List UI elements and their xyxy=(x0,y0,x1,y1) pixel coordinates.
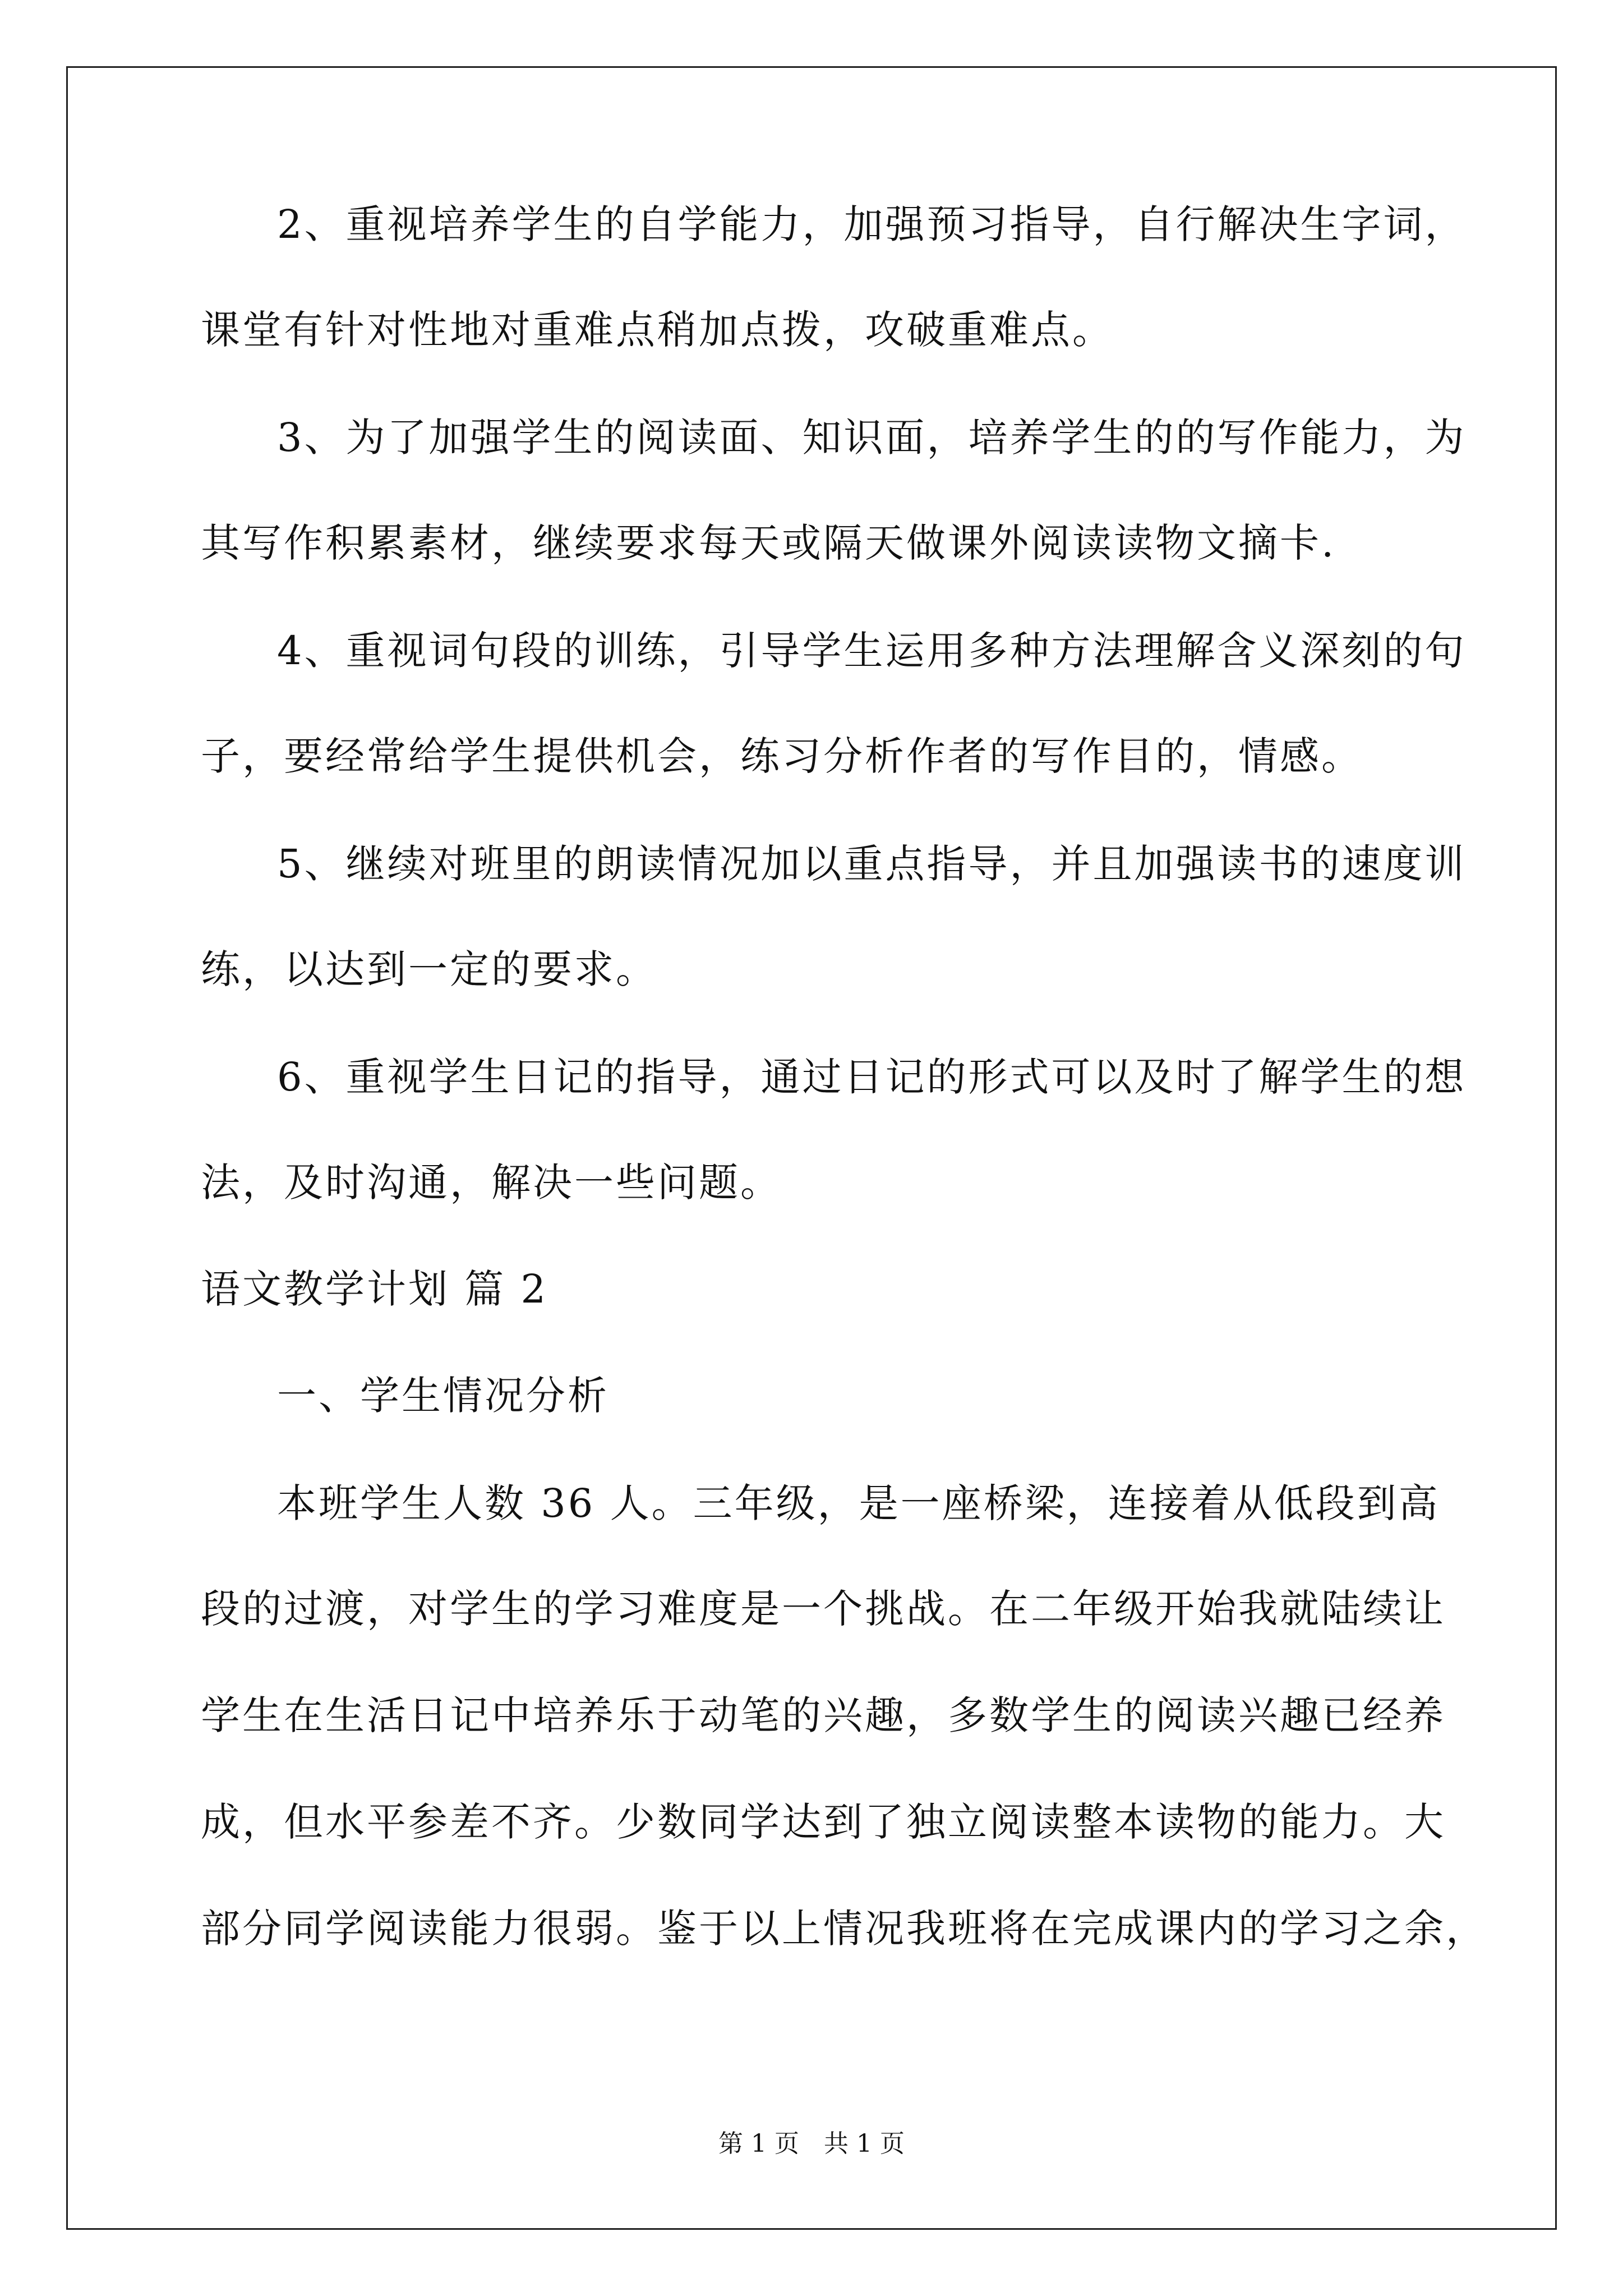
analysis-line-3: 学生在生活日记中培养乐于动笔的兴趣，多数学生的阅读兴趣已经养 xyxy=(201,1692,1446,1738)
analysis-line-4: 成，但水平参差不齐。少数同学达到了独立阅读整本读物的能力。大 xyxy=(201,1799,1446,1845)
paragraph-4-line-2: 子，要经常给学生提供机会，练习分析作者的写作目的，情感。 xyxy=(201,733,1363,779)
paragraph-6-line-1: 6、重视学生日记的指导，通过日记的形式可以及时了解学生的想 xyxy=(277,1054,1467,1100)
paragraph-3-line-1: 3、为了加强学生的阅读面、知识面，培养学生的的写作能力，为 xyxy=(277,415,1467,461)
paragraph-5-line-1: 5、继续对班里的朗读情况加以重点指导，并且加强读书的速度训 xyxy=(277,841,1467,887)
page-footer: 第 1 页 共 1 页 xyxy=(718,2129,905,2158)
subsection-heading: 一、学生情况分析 xyxy=(277,1373,609,1419)
analysis-line-5: 部分同学阅读能力很弱。鉴于以上情况我班将在完成课内的学习之余， xyxy=(201,1906,1487,1952)
paragraph-3-line-2: 其写作积累素材，继续要求每天或隔天做课外阅读读物文摘卡. xyxy=(201,520,1336,566)
analysis-line-1: 本班学生人数 36 人。三年级，是一座桥梁，连接着从低段到高 xyxy=(277,1480,1440,1526)
paragraph-5-line-2: 练，以达到一定的要求。 xyxy=(201,946,657,992)
paragraph-6-line-2: 法，及时沟通，解决一些问题。 xyxy=(201,1159,782,1205)
section-heading: 语文教学计划 篇 2 xyxy=(201,1266,548,1312)
paragraph-4-line-1: 4、重视词句段的训练，引导学生运用多种方法理解含义深刻的句 xyxy=(277,628,1467,674)
analysis-line-2: 段的过渡，对学生的学习难度是一个挑战。在二年级开始我就陆续让 xyxy=(201,1586,1446,1632)
paragraph-2-line-1: 2、重视培养学生的自学能力，加强预习指导，自行解决生字词， xyxy=(277,201,1467,247)
paragraph-2-line-2: 课堂有针对性地对重难点稍加点拨，攻破重难点。 xyxy=(201,307,1114,353)
